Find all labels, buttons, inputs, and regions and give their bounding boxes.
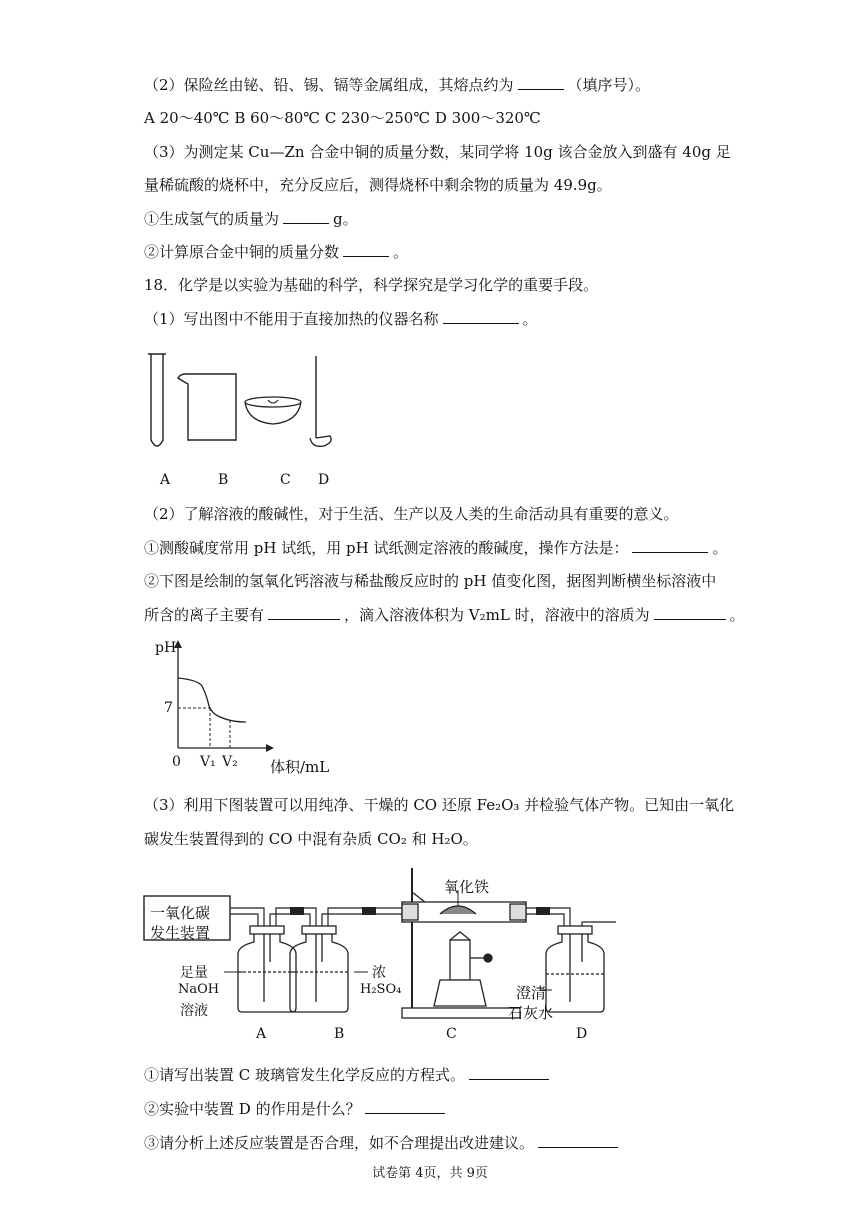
answer-blank[interactable] bbox=[283, 208, 329, 224]
glass-tube-c bbox=[402, 902, 526, 922]
evaporating-dish-icon bbox=[245, 397, 301, 424]
beaker-icon bbox=[178, 374, 236, 440]
bottle-d bbox=[546, 926, 604, 1012]
v2-label: V₂ bbox=[222, 754, 238, 770]
question-17-2: （2）保险丝由铋、铅、锡、镉等金属组成，其熔点约为 （填序号）。 bbox=[144, 76, 651, 94]
alcohol-burner bbox=[434, 932, 492, 1006]
question-18-2-1: ①测酸碱度常用 pH 试纸，用 pH 试纸测定溶液的酸碱度，操作方法是： 。 bbox=[144, 539, 728, 557]
question-18-3-line2: 碳发生装置得到的 CO 中混有杂质 CO₂ 和 H₂O。 bbox=[144, 830, 478, 848]
iron-oxide-label: 氧化铁 bbox=[444, 878, 490, 896]
ph-axes bbox=[174, 640, 274, 752]
question-18-3-2: ②实验中装置 D 的作用是什么？ bbox=[144, 1098, 449, 1120]
question-18-2: （2）了解溶液的酸碱性，对于生活、生产以及人类的生命活动具有重要的意义。 bbox=[144, 505, 679, 523]
bottle-a-label-2: NaOH bbox=[178, 982, 220, 997]
bottle-b-label-1: 浓 bbox=[372, 965, 386, 981]
test-tube-icon bbox=[148, 354, 166, 446]
question-17-3-2: ②计算原合金中铜的质量分数 。 bbox=[144, 243, 409, 261]
instrument-label-d: D bbox=[318, 472, 330, 488]
bottle-a-label-1: 足量 bbox=[180, 965, 208, 981]
apparatus-label-b: B bbox=[334, 1026, 345, 1042]
apparatus-label-a: A bbox=[256, 1026, 267, 1042]
answer-blank[interactable] bbox=[268, 604, 340, 620]
question-18-1: （1）写出图中不能用于直接加热的仪器名称 。 bbox=[144, 310, 538, 328]
question-18-title: 18．化学是以实验为基础的科学，科学探究是学习化学的重要手段。 bbox=[144, 276, 599, 294]
question-18-3-3: ③请分析上述反应装置是否合理，如不合理提出改进建议。 bbox=[144, 1132, 622, 1154]
v1-label: V₁ bbox=[200, 754, 216, 770]
apparatus-label-d: D bbox=[576, 1026, 588, 1042]
answer-blank[interactable] bbox=[538, 1132, 618, 1148]
bottle-b-label-2: H₂SO₄ bbox=[360, 982, 402, 997]
bottle-b bbox=[290, 926, 348, 1012]
ph-axis-label: pH bbox=[155, 640, 177, 656]
question-17-2-options: A 20～40℃ B 60～80℃ C 230～250℃ D 300～320℃ bbox=[144, 109, 541, 127]
answer-blank[interactable] bbox=[518, 74, 564, 90]
question-18-2-2-line1: ②下图是绘制的氢氧化钙溶液与稀盐酸反应时的 pH 值变化图，据图判断横坐标溶液中 bbox=[144, 572, 717, 590]
ph-7-label: 7 bbox=[164, 700, 173, 716]
question-18-3-1: ①请写出装置 C 玻璃管发生化学反应的方程式。 bbox=[144, 1064, 553, 1086]
question-17-3-1: ①生成氢气的质量为 g。 bbox=[144, 210, 358, 228]
bottle-a bbox=[238, 926, 296, 1012]
bottle-d-label-2: 石灰水 bbox=[508, 1004, 554, 1022]
apparatus-label-c: C bbox=[446, 1026, 457, 1042]
page-footer: 试卷第 4页，共 9页 bbox=[372, 1166, 488, 1181]
question-17-3-line2: 量稀硫酸的烧杯中，充分反应后，测得烧杯中剩余物的质量为 49.9g。 bbox=[144, 176, 612, 194]
question-17-3-line1: （3）为测定某 Cu—Zn 合金中铜的质量分数，某同学将 10g 该合金放入到盛有 40g 足 bbox=[144, 143, 731, 161]
answer-blank[interactable] bbox=[443, 308, 519, 324]
volume-axis-label: 体积/mL bbox=[270, 758, 330, 776]
instruments-figure bbox=[140, 350, 340, 490]
bottle-d-label-1: 澄清 bbox=[516, 984, 547, 1002]
answer-blank[interactable] bbox=[654, 604, 726, 620]
generator-label-1: 一氧化碳 bbox=[150, 904, 211, 922]
question-18-3-line1: （3）利用下图装置可以用纯净、干燥的 CO 还原 Fe₂O₃ 并检验气体产物。已知由一氧化 bbox=[144, 796, 735, 814]
generator-label-2: 发生装置 bbox=[150, 924, 211, 942]
answer-blank[interactable] bbox=[469, 1064, 549, 1080]
ph-curve bbox=[178, 678, 246, 722]
answer-blank[interactable] bbox=[365, 1098, 445, 1114]
answer-blank[interactable] bbox=[343, 241, 389, 257]
instrument-label-a: A bbox=[160, 472, 171, 488]
rubber-connector bbox=[536, 907, 550, 915]
co-reduction-apparatus bbox=[140, 862, 620, 1052]
combustion-spoon-icon bbox=[310, 356, 331, 446]
instrument-label-b: B bbox=[218, 472, 229, 488]
bottle-a-label-3: 溶液 bbox=[180, 1003, 208, 1019]
rubber-connector bbox=[362, 907, 376, 915]
question-18-2-2-line2: 所含的离子主要有 ，滴入溶液体积为 V₂mL 时，溶液中的溶质为 。 bbox=[144, 606, 745, 624]
instrument-label-c: C bbox=[280, 472, 291, 488]
answer-blank[interactable] bbox=[632, 537, 708, 553]
rubber-connector bbox=[290, 907, 304, 915]
origin-label: 0 bbox=[172, 754, 181, 770]
